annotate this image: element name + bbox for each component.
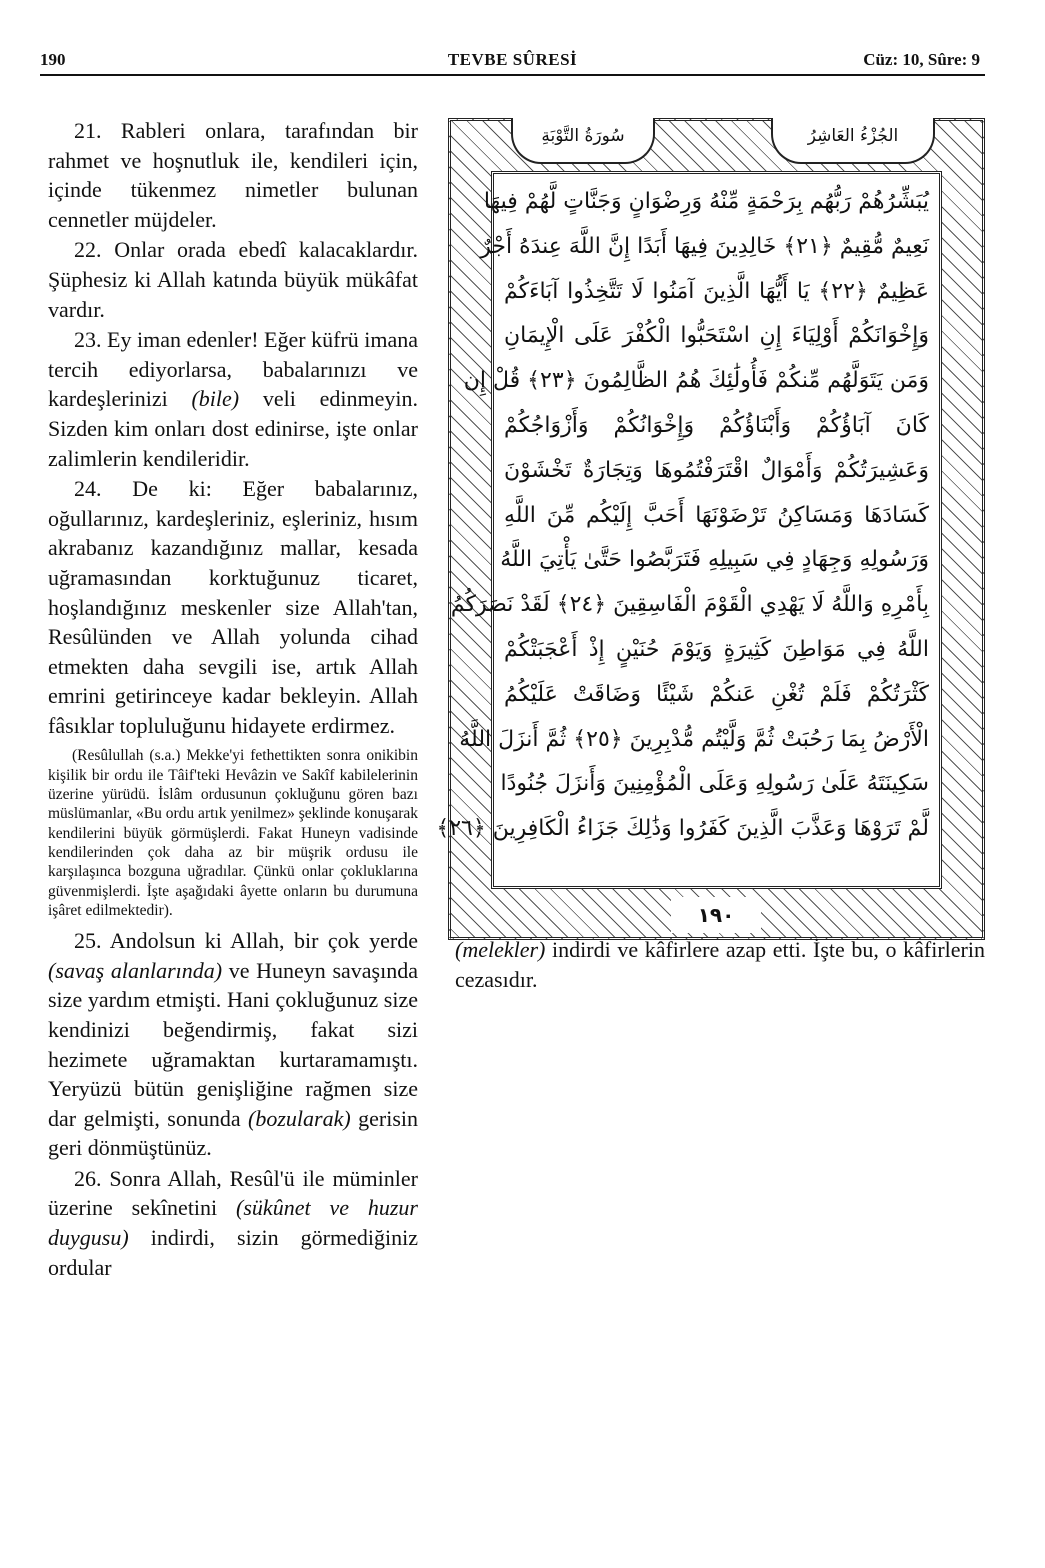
italic-clarification: (savaş alanlarında) xyxy=(48,957,223,983)
arabic-line: وَإِخْوَانَكُمْ أَوْلِيَاءَ إِنِ اسْتَحَبُّوا الْكُفْرَ عَلَى الْإِيمَانِ xyxy=(504,323,929,349)
mushaf-text-area xyxy=(436,171,942,889)
arabic-line: عَظِيمٌ ﴿٢٢﴾ يَا أَيُّهَا الَّذِينَ آمَنُوا لَا تَتَّخِذُوا آبَاءَكُمْ xyxy=(504,278,930,304)
italic-clarification: (sükûnet ve huzur duygusu) xyxy=(48,1195,418,1251)
translation-column xyxy=(48,116,418,1283)
arabic-line: كَانَ آبَاؤُكُمْ وَأَبْنَاؤُكُمْ وَإِخْوَانُكُمْ وَأَزْوَاجُكُمْ xyxy=(504,412,929,438)
arabic-line: وَمَن يَتَوَلَّهُم مِّنكُمْ فَأُولَٰئِكَ هُمُ الظَّالِمُونَ ﴿٢٣﴾ قُلْ إِن xyxy=(463,368,929,394)
arabic-line: نَعِيمٌ مُّقِيمٌ ﴿٢١﴾ خَالِدِينَ فِيهَا أَبَدًا إِنَّ اللَّهَ عِندَهُ أَجْرٌ xyxy=(480,233,929,259)
verse-text: veli edinmeyin. Sizden kim onları dost edinirse, işte onlar zalimlerin kendileridir. xyxy=(48,386,418,471)
verse-text: ve Huneyn savaşında size yardım etmişti. Hani çokluğunuz size kendinizi beğendirmiş, fakat sizi hezimete uğramaktan kurtaramamıştı. Yeryüzü bütün genişliğine rağmen size dar gelmişti, sonunda xyxy=(48,957,418,1131)
italic-note: (melekler) xyxy=(455,937,546,962)
arabic-line: وَعَشِيرَتُكُمْ وَأَمْوَالٌ اقْتَرَفْتُمُوهَا وَتِجَارَةٌ تَخْشَوْنَ xyxy=(504,457,929,483)
mushaf-frame xyxy=(436,118,985,940)
verse-text: indirdi, sizin görmediğiniz ordular xyxy=(48,1225,418,1280)
verse-text: 23. Ey iman edenler! Eğer küfrü imana tercih ediyorlarsa, babalarınızı ve kardeşlerinizi xyxy=(48,327,418,412)
continuation-text: indirdi ve kâfirlere azap etti. İşte bu, o kâfirlerin cezasıdır. xyxy=(455,937,985,992)
verse-translation: 22. Onlar orada ebedî kalacaklardır. Şüphesiz ki Allah katında büyük mükâfat vardır. xyxy=(48,237,418,322)
verse-translation xyxy=(48,325,418,473)
arabic-text xyxy=(436,180,930,852)
juz-name-arabic: الجُزْءُ العَاشِرُ xyxy=(771,118,935,164)
verse-translation xyxy=(48,1164,418,1282)
arabic-line: كَثْرَتُكُمْ فَلَمْ تُغْنِ عَنكُمْ شَيْئًا وَضَاقَتْ عَلَيْكُمُ xyxy=(504,681,929,707)
verse-text: 25. Andolsun ki Allah, bir çok yerde xyxy=(74,928,418,954)
arabic-line: كَسَادَهَا وَمَسَاكِنُ تَرْضَوْنَهَا أَحَبَّ إِلَيْكُم مِّنَ اللَّهِ xyxy=(504,502,929,528)
surah-title: TEVBE SÛRESİ xyxy=(447,50,578,69)
verse-translation: 24. De ki: Eğer babalarınız, oğullarınız, kardeşleriniz, eşleriniz, hısım akrabanız kazandığınız mallar, kesada uğramasından korktuğunuz ticaret, hoşlandığınız meskenler size Allah'tan, Resûlünden ve Allah yolunda cihad etmekten daha sevgili ise, artık Allah emrini getirinceye kadar bekleyin. Allah fâsıklar topluluğunu hidayete erdirmez. xyxy=(48,476,418,738)
arabic-line: سَكِينَتَهُ عَلَىٰ رَسُولِهِ وَعَلَى الْمُؤْمِنِينَ وَأَنزَلَ جُنُودًا xyxy=(500,771,929,797)
verse-translation: 21. Rableri onlara, tarafından bir rahmet ve hoşnutluk ile, kendileri için, içinde tükenmez nimetler bulunan cennetler müjdeler. xyxy=(48,118,418,232)
page-header xyxy=(40,48,985,76)
verse-text: 26. Sonra Allah, Resûl'ü ile müminler üzerine sekînetini xyxy=(48,1165,418,1221)
arabic-line: يُبَشِّرُهُمْ رَبُّهُم بِرَحْمَةٍ مِّنْهُ وَرِضْوَانٍ وَجَنَّاتٍ لَّهُمْ فِيهَا xyxy=(483,189,929,214)
arabic-page-number: ١٩٠ xyxy=(671,897,761,933)
juz-surah-location: Cüz: 10, Sûre: 9 xyxy=(863,50,980,69)
verse-text: gerisin geri dönmüştünüz. xyxy=(48,1105,418,1161)
arabic-line: لَّمْ تَرَوْهَا وَعَذَّبَ الَّذِينَ كَفَرُوا وَذَٰلِكَ جَزَاءُ الْكَافِرِينَ ﴿٢٦﴾ xyxy=(436,816,929,842)
page-number: 190 xyxy=(40,50,66,69)
translation-continuation xyxy=(455,935,985,994)
arabic-line: وَرَسُولِهِ وَجِهَادٍ فِي سَبِيلِهِ فَتَرَبَّصُوا حَتَّىٰ يَأْتِيَ اللَّهُ xyxy=(500,547,929,573)
surah-name-arabic: سُورَةُ التَّوْبَةِ xyxy=(511,118,655,164)
arabic-line: الْأَرْضُ بِمَا رَحُبَتْ ثُمَّ وَلَّيْتُم مُّدْبِرِينَ ﴿٢٥﴾ ثُمَّ أَنزَلَ اللَّهُ xyxy=(459,726,929,752)
explanatory-note: (Resûlullah (s.a.) Mekke'yi fethettikten sonra onikibin kişilik bir ordu ile Tâif'teki Hevâzin ve Sakîf kabilelerinin üzerine yürüdü. İslâm ordusunun çokluğunu gören bazı müslümanlar, «Bu ordu artık yenilmez» şeklinde konuşarak kendilerini büyük görmüşlerdi. Fakat Huneyn vadisinde kendilerinden çok daha az bir müşrik ordusu ile karşılaşınca bozguna uğradılar. Çünkü onlar çokluklarına güvenmişlerdi. İşte aşağıdaki âyette onların bu durumuna işâret edilmektedir). xyxy=(48,747,419,919)
arabic-line: بِأَمْرِهِ وَاللَّهُ لَا يَهْدِي الْقَوْمَ الْفَاسِقِينَ ﴿٢٤﴾ لَقَدْ نَصَرَكُمُ xyxy=(450,592,929,618)
italic-clarification: (bile) xyxy=(191,386,240,412)
arabic-line: اللَّهُ فِي مَوَاطِنَ كَثِيرَةٍ وَيَوْمَ حُنَيْنٍ إِذْ أَعْجَبَتْكُمْ xyxy=(504,636,929,662)
italic-clarification: (bozularak) xyxy=(248,1105,351,1131)
verse-translation xyxy=(48,926,418,1163)
